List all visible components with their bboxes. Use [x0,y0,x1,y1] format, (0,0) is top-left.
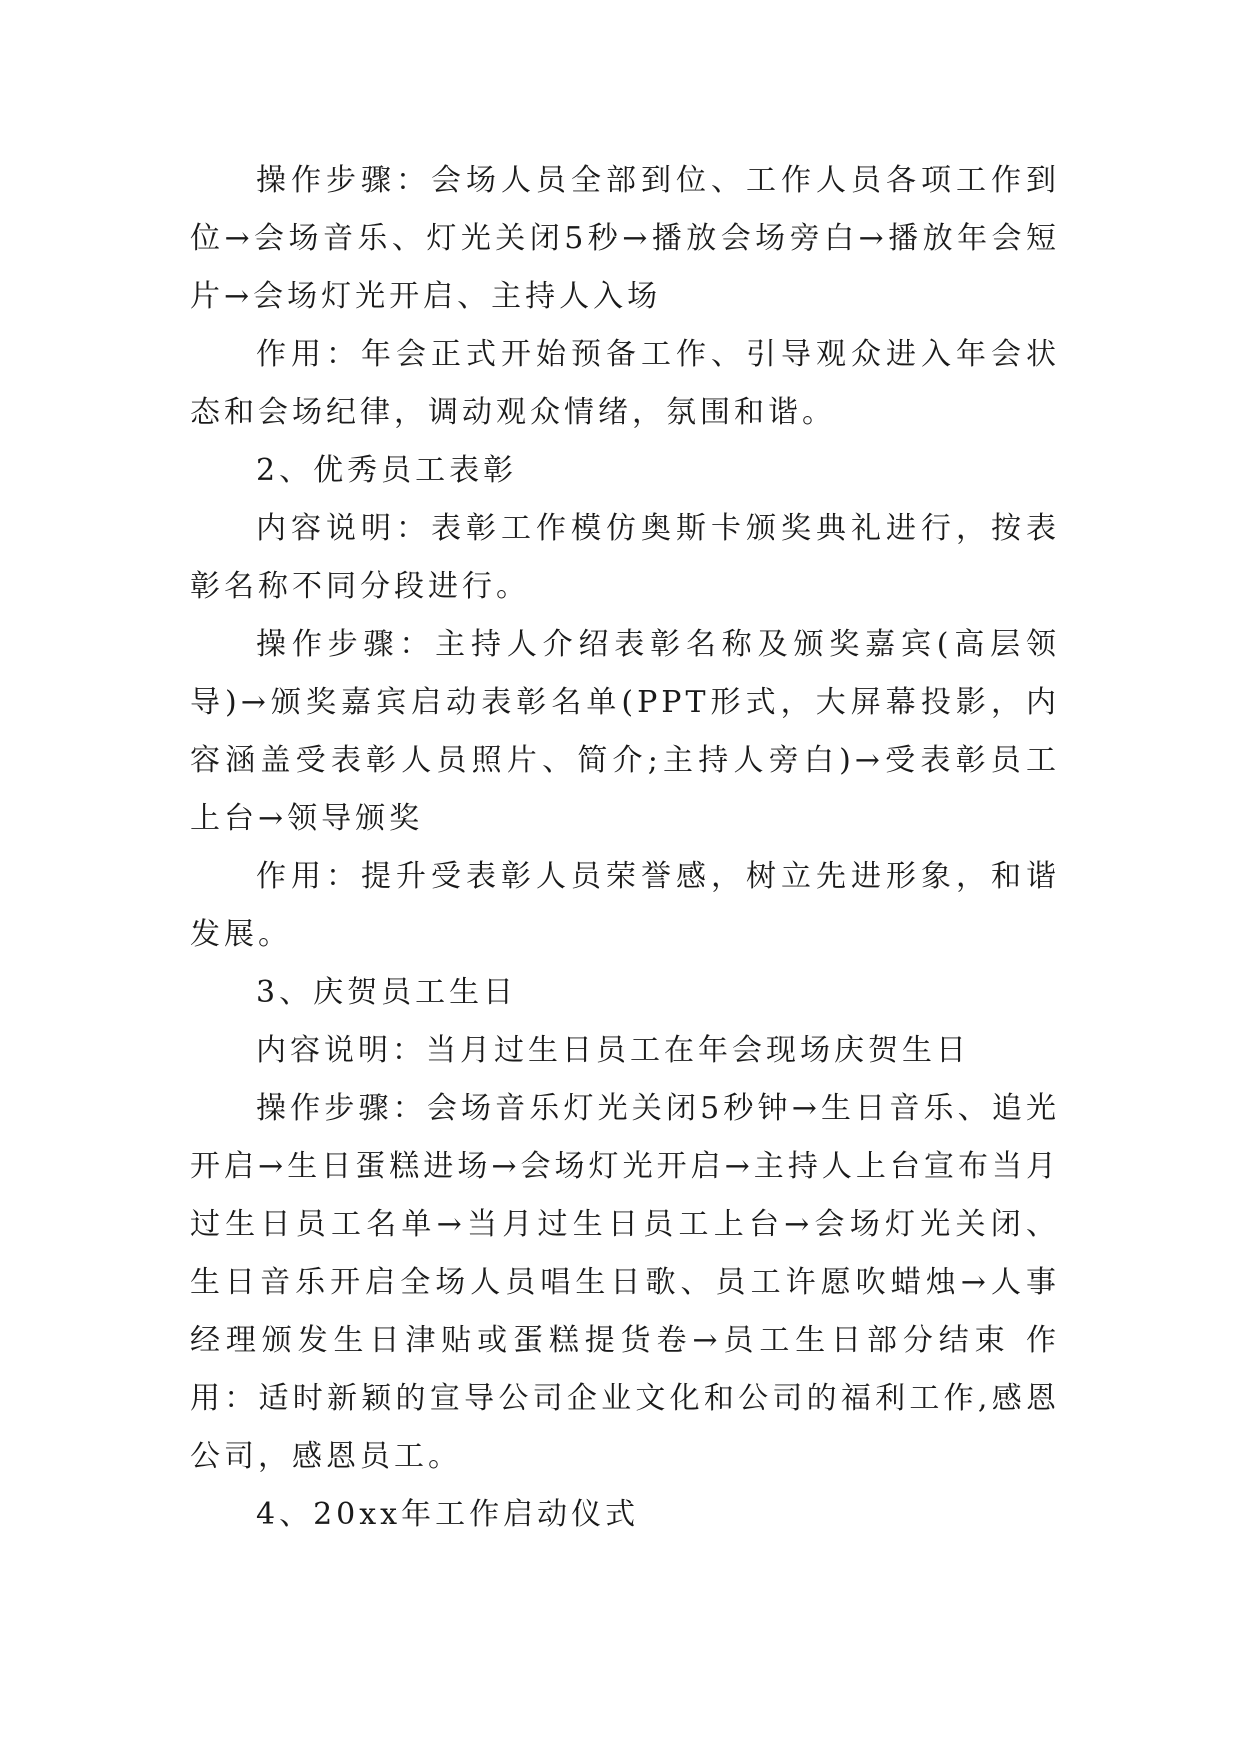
section-heading-employee-awards: 2、优秀员工表彰 [256,453,518,488]
document-body [190,152,1060,1544]
paragraph-purpose-awards: 作用：提升受表彰人员荣誉感，树立先进形象，和谐发展。 [190,859,1060,952]
paragraph-content-birthday: 内容说明：当月过生日员工在年会现场庆贺生日 [256,1033,970,1068]
paragraph-operation-steps-awards: 操作步骤：主持人介绍表彰名称及颁奖嘉宾(高层领导)→颁奖嘉宾启动表彰名单(PPT形式，大屏幕投影，内容涵盖受表彰人员照片、简介;主持人旁白)→受表彰员工上台→领导颁奖 [190,627,1060,836]
section-heading-kickoff: 4、20xx年工作启动仪式 [256,1497,640,1532]
paragraph-purpose-opening: 作用：年会正式开始预备工作、引导观众进入年会状态和会场纪律，调动观众情绪，氛围和谐。 [190,337,1060,430]
section-heading-birthday: 3、庆贺员工生日 [256,975,518,1010]
paragraph-operation-steps-opening: 操作步骤：会场人员全部到位、工作人员各项工作到位→会场音乐、灯光关闭5秒→播放会场旁白→播放年会短片→会场灯光开启、主持人入场 [190,163,1060,314]
paragraph-operation-steps-birthday: 操作步骤：会场音乐灯光关闭5秒钟→生日音乐、追光开启→生日蛋糕进场→会场灯光开启→主持人上台宣布当月过生日员工名单→当月过生日员工上台→会场灯光关闭、生日音乐开启全场人员唱生日歌、员工许愿吹蜡烛→人事经理颁发生日津贴或蛋糕提货卷→员工生日部分结束 作用：适时新颖的宣导公司企业文化和公司的福利工作,感恩公司，感恩员工。 [190,1091,1060,1474]
paragraph-content-awards: 内容说明：表彰工作模仿奥斯卡颁奖典礼进行，按表彰名称不同分段进行。 [190,511,1060,604]
